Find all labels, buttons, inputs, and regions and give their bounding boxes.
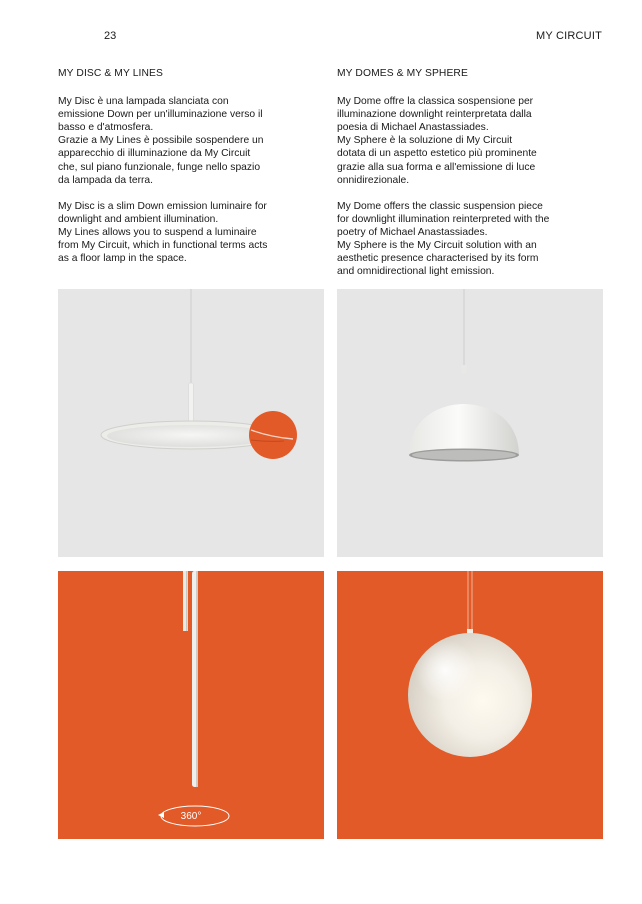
my-dome-lamp-illustration	[337, 289, 603, 557]
my-lines-image	[58, 571, 324, 839]
right-heading: MY DOMES & MY SPHERE	[337, 68, 468, 79]
my-dome-image	[337, 289, 603, 557]
my-sphere-illustration	[337, 571, 603, 839]
left-text-column	[58, 67, 298, 265]
right-italian-text: My Dome offre la classica sospensione per illuminazione downlight reinterpretata dalla poesia di Michael Anastassiades. My Sphere è la soluzione di My Circuit dotata di un aspetto estetico più prominente grazie alla sua forma e all'emissione di luce onnidirezionale.	[337, 96, 537, 186]
rotation-label: 360°	[180, 811, 202, 822]
left-heading: MY DISC & MY LINES	[58, 68, 163, 79]
page-number: 23	[104, 30, 117, 42]
left-english-text: My Disc is a slim Down emission luminaire for downlight and ambient illumination. My Lines allows you to suspend a luminaire from My Circuit, which in functional terms acts as a floor lamp in the space.	[58, 200, 268, 265]
my-lines-illustration	[58, 571, 324, 839]
my-disc-lamp-illustration	[58, 289, 324, 557]
my-sphere-image	[337, 571, 603, 839]
right-english-text: My Dome offers the classic suspension piece for downlight illumination reinterpreted with the poetry of Michael Anastassiades. My Sphere is the My Circuit solution with an aesthetic presence characterised by its form and omnidirectional light emission.	[337, 200, 550, 278]
my-disc-image	[58, 289, 324, 557]
left-italian-text: My Disc è una lampada slanciata con emissione Down per un'illuminazione verso il basso e d'atmosfera. Grazie a My Lines è possibile sospendere un apparecchio di illuminazione da My Circuit che, sul piano funzionale, funge nello spazio da lampada da terra.	[58, 96, 264, 186]
brand-title: MY CIRCUIT	[536, 30, 602, 42]
right-text-column	[337, 67, 577, 278]
